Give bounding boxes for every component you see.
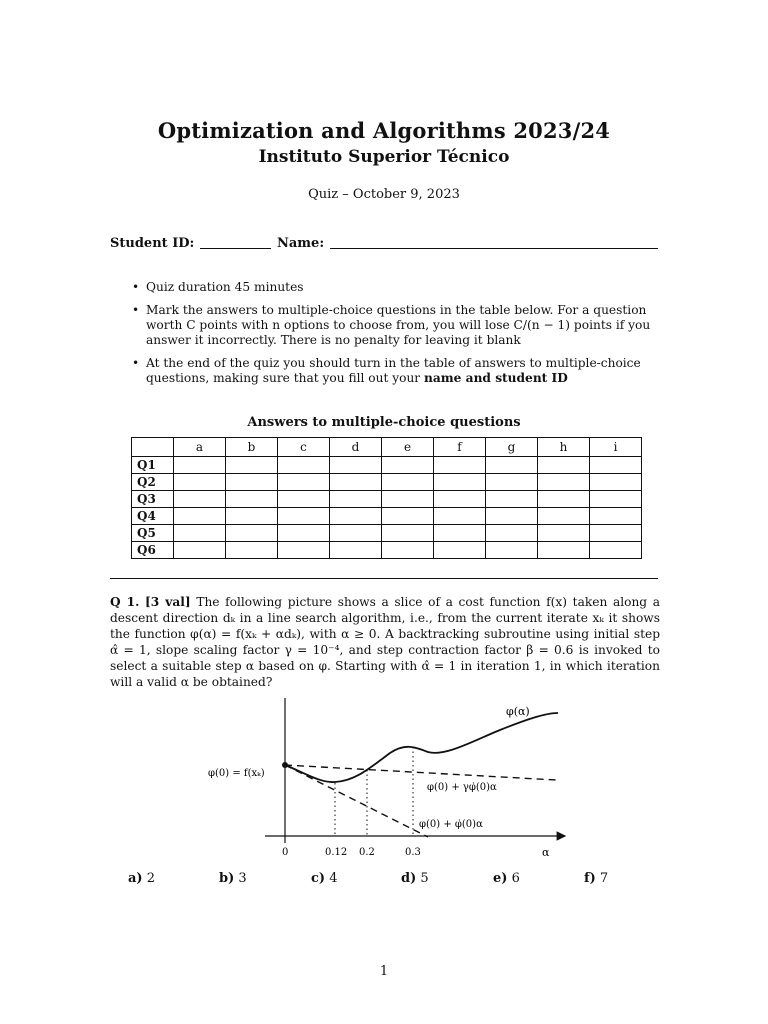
table-row [132, 474, 642, 491]
armijo-line [285, 765, 556, 780]
answer-cell[interactable] [590, 457, 642, 474]
start-label: φ(0) = f(xₖ) [208, 768, 265, 779]
row-header: Q1 [132, 457, 174, 474]
answer-cell[interactable] [382, 525, 434, 542]
question-text: The following picture shows a slice of a cost function f(x) taken along a descent direction dₖ in a line search algorithm, i.e., from the current iterate xₖ it shows the function φ(α) = f(xₖ + αdₖ), with α ≥ 0. A backtracking subroutine using initial step α̂ = 1, slope scaling factor γ = 10⁻⁴, and step contraction factor β = 0.6 is invoked to select a suitable step α based on φ. Starting with α̂ = 1 in iteration 1, in which iteration will a valid α be obtained? [110, 595, 661, 689]
answer-cell[interactable] [330, 542, 382, 559]
column-header: d [330, 438, 382, 457]
question-label: Q 1. [110, 595, 140, 609]
row-header: Q3 [132, 491, 174, 508]
row-header: Q5 [132, 525, 174, 542]
column-header: b [226, 438, 278, 457]
answer-cell[interactable] [330, 491, 382, 508]
answer-cell[interactable] [226, 491, 278, 508]
answer-cell[interactable] [538, 491, 590, 508]
answer-cell[interactable] [382, 474, 434, 491]
table-row [132, 491, 642, 508]
answer-cell[interactable] [278, 508, 330, 525]
answer-cell[interactable] [590, 474, 642, 491]
answer-cell[interactable] [538, 508, 590, 525]
answer-cell[interactable] [486, 525, 538, 542]
answer-cell[interactable] [538, 474, 590, 491]
answer-cell[interactable] [538, 525, 590, 542]
answer-cell[interactable] [226, 457, 278, 474]
answer-cell[interactable] [434, 457, 486, 474]
answer-cell[interactable] [174, 508, 226, 525]
answer-cell[interactable] [330, 457, 382, 474]
option-e[interactable]: e) 6 [493, 871, 520, 886]
tick-label: 0.12 [325, 847, 348, 858]
row-header: Q6 [132, 542, 174, 559]
list-item: • Quiz duration 45 minutes [128, 280, 668, 295]
student-id-field[interactable] [200, 248, 271, 249]
answer-cell[interactable] [486, 474, 538, 491]
student-id-label: Student ID: [110, 236, 195, 251]
tangent-line-label: φ(0) + φ̇(0)α [419, 819, 483, 830]
student-info-row [110, 236, 194, 251]
curve-label: φ(α) [506, 705, 530, 718]
column-header: i [590, 438, 642, 457]
answer-cell[interactable] [330, 525, 382, 542]
answer-cell[interactable] [434, 525, 486, 542]
answer-cell[interactable] [330, 474, 382, 491]
answer-cell[interactable] [278, 457, 330, 474]
list-item: • Mark the answers to multiple-choice questions in the table below. For a question worth C points with n options to choose from, you will lose C/(n − 1) points if you answer it incorrectly. There is no penalty for leaving it blank [128, 303, 668, 348]
option-a[interactable]: a) 2 [128, 871, 155, 886]
answer-cell[interactable] [278, 474, 330, 491]
row-header: Q2 [132, 474, 174, 491]
armijo-line-label: φ(0) + γφ̇(0)α [427, 782, 497, 793]
name-field[interactable] [330, 248, 658, 249]
table-row [132, 542, 642, 559]
answer-cell[interactable] [486, 508, 538, 525]
phi-curve [285, 713, 558, 782]
column-header: h [538, 438, 590, 457]
answer-cell[interactable] [590, 542, 642, 559]
answer-cell[interactable] [434, 491, 486, 508]
line-search-graph [190, 695, 580, 865]
option-c[interactable]: c) 4 [311, 871, 338, 886]
table-row [132, 525, 642, 542]
name-label: Name: [277, 236, 325, 251]
answer-cell[interactable] [174, 474, 226, 491]
answer-cell[interactable] [538, 542, 590, 559]
page-number: 1 [379, 964, 389, 979]
answer-cell[interactable] [538, 457, 590, 474]
answer-cell[interactable] [434, 508, 486, 525]
answer-cell[interactable] [434, 542, 486, 559]
answer-cell[interactable] [174, 491, 226, 508]
answer-cell[interactable] [382, 457, 434, 474]
answer-cell[interactable] [486, 542, 538, 559]
answer-cell[interactable] [434, 474, 486, 491]
table-row [132, 508, 642, 525]
answer-cell[interactable] [226, 508, 278, 525]
answer-cell[interactable] [382, 491, 434, 508]
answer-cell[interactable] [278, 542, 330, 559]
page-title: Optimization and Algorithms 2023/24 [157, 118, 611, 143]
option-b[interactable]: b) 3 [219, 871, 247, 886]
answer-cell[interactable] [174, 542, 226, 559]
answer-cell[interactable] [590, 491, 642, 508]
answer-cell[interactable] [382, 508, 434, 525]
tick-label: 0.2 [359, 847, 375, 858]
answer-cell[interactable] [330, 508, 382, 525]
quiz-date: Quiz – October 9, 2023 [308, 187, 460, 202]
list-item: • At the end of the quiz you should turn in the table of answers to multiple-choice questions, making sure that you fill out your name and student ID [128, 356, 668, 386]
tick-label: 0 [282, 847, 289, 858]
column-header: e [382, 438, 434, 457]
tick-label: 0.3 [405, 847, 421, 858]
option-f[interactable]: f) 7 [584, 871, 609, 886]
answer-cell[interactable] [590, 508, 642, 525]
answer-table-title: Answers to multiple-choice questions [247, 415, 521, 430]
answer-cell[interactable] [486, 457, 538, 474]
answer-cell[interactable] [226, 474, 278, 491]
answer-cell[interactable] [486, 491, 538, 508]
column-header: f [434, 438, 486, 457]
answer-cell[interactable] [590, 525, 642, 542]
answer-cell[interactable] [278, 491, 330, 508]
answer-cell[interactable] [278, 525, 330, 542]
column-header: a [174, 438, 226, 457]
row-header: Q4 [132, 508, 174, 525]
answer-cell[interactable] [174, 525, 226, 542]
question-points: [3 val] [145, 595, 191, 609]
question-1 [110, 594, 660, 690]
answer-cell[interactable] [382, 542, 434, 559]
table-row [132, 457, 642, 474]
section-divider [110, 578, 658, 579]
answer-cell[interactable] [174, 457, 226, 474]
column-header: g [486, 438, 538, 457]
option-d[interactable]: d) 5 [401, 871, 429, 886]
answer-cell[interactable] [226, 525, 278, 542]
column-header: c [278, 438, 330, 457]
start-point [282, 762, 288, 768]
answer-table [131, 437, 642, 559]
answer-cell[interactable] [226, 542, 278, 559]
table-header-row [132, 438, 642, 457]
x-axis-label: α [542, 846, 550, 859]
instructions-list [128, 280, 668, 394]
institution-subtitle: Instituto Superior Técnico [258, 147, 510, 167]
